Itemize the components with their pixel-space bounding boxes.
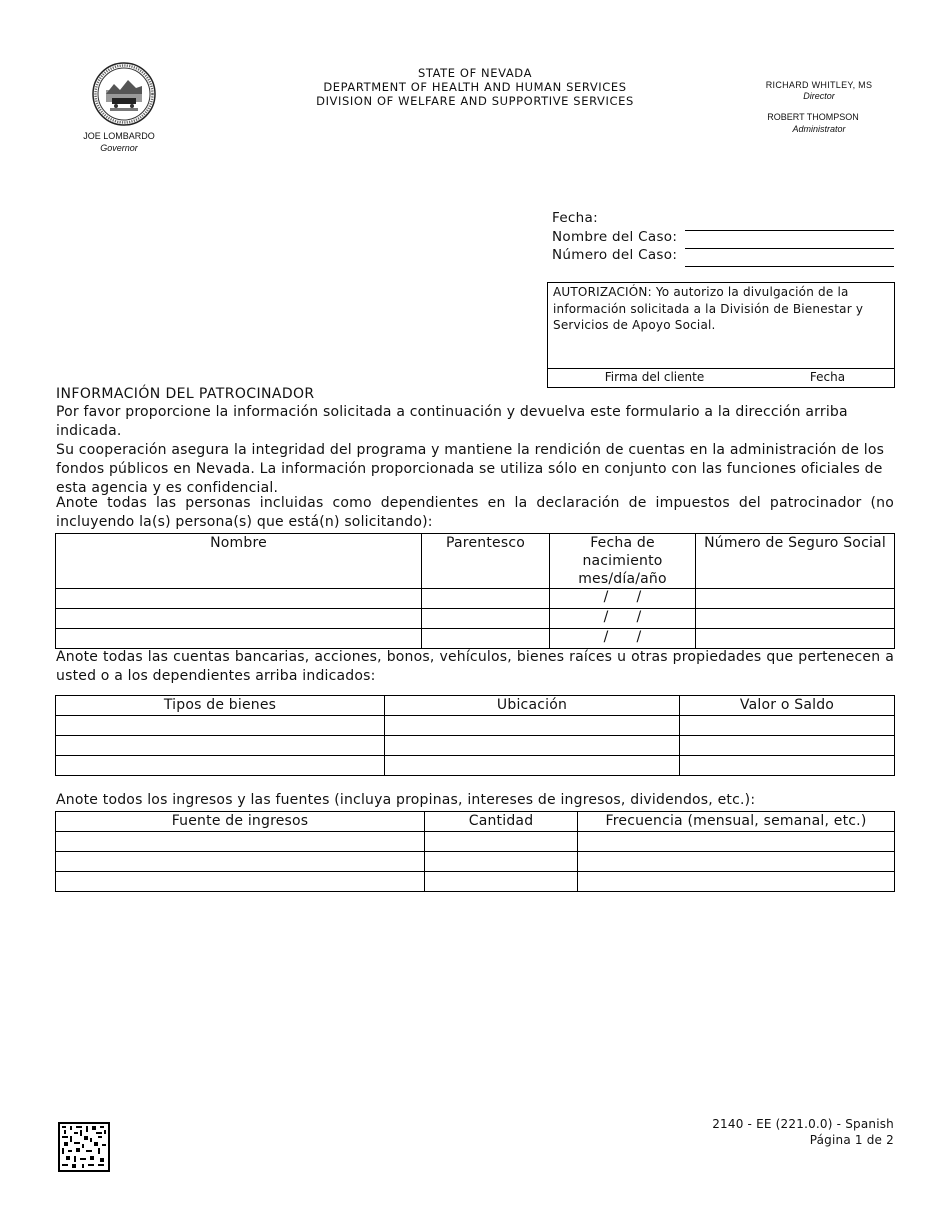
col-tipos-bienes: Tipos de bienes xyxy=(56,696,385,716)
table-row xyxy=(56,832,895,852)
cell-input[interactable] xyxy=(425,852,578,872)
cell-input[interactable] xyxy=(56,756,385,776)
cell-input[interactable] xyxy=(680,736,895,756)
cell-input[interactable] xyxy=(385,716,680,736)
col-parentesco: Parentesco xyxy=(422,534,550,589)
administrator-name: ROBERT THOMPSON xyxy=(767,112,859,122)
authorization-text: AUTORIZACIÓN: Yo autorizo la divulgación de la información solicitada a la División de Bienestar y Servicios de Apoyo Social. xyxy=(553,285,864,332)
table-header-row xyxy=(56,696,895,716)
table-row xyxy=(56,629,895,649)
form-id: 2140 - EE (221.0.0) - Spanish xyxy=(712,1117,894,1131)
authorization-signature-row xyxy=(548,368,894,388)
table-row xyxy=(56,852,895,872)
page-number: Página 1 de 2 xyxy=(809,1133,894,1147)
cell-input[interactable] xyxy=(422,609,550,629)
assets-table xyxy=(55,695,895,776)
cell-input[interactable] xyxy=(56,832,425,852)
client-signature-label: Firma del cliente xyxy=(604,370,705,384)
nombre-caso-field[interactable] xyxy=(685,248,894,249)
cell-input[interactable] xyxy=(422,589,550,609)
sponsor-intro-line2: Su cooperación asegura la integridad del programa y mantiene la rendición de cuentas en la administración de los fondos públicos en Nevada. La información proporcionada se utiliza sólo en conjunto con las funciones oficiales de esta agencia y es confidencial. xyxy=(56,442,885,496)
col-ubicacion: Ubicación xyxy=(385,696,680,716)
fecha-field[interactable] xyxy=(685,230,894,231)
signature-date-label: Fecha xyxy=(809,370,846,384)
director-title: Director xyxy=(803,91,835,101)
qr-code xyxy=(58,1122,110,1172)
agency-header xyxy=(290,66,660,108)
cell-input[interactable] xyxy=(56,716,385,736)
table-row xyxy=(56,736,895,756)
dependents-instruction: Anote todas las personas incluidas como dependientes en la declaración de impuestos del patrocinador (no incluyendo la(s) persona(s) que está(n) solicitando): xyxy=(56,495,894,530)
table-header-row xyxy=(56,812,895,832)
nombre-caso-label: Nombre del Caso: xyxy=(552,229,678,245)
sponsor-intro xyxy=(56,403,894,498)
governor-name: JOE LOMBARDO xyxy=(83,131,155,141)
col-cantidad: Cantidad xyxy=(425,812,578,832)
col-fuente-ingresos: Fuente de ingresos xyxy=(56,812,425,832)
authorization-box xyxy=(547,282,895,388)
numero-caso-field[interactable] xyxy=(685,266,894,267)
nevada-state-seal xyxy=(92,62,156,126)
col-frecuencia: Frecuencia (mensual, semanal, etc.) xyxy=(578,812,895,832)
agency-line-division: DIVISION OF WELFARE AND SUPPORTIVE SERVICES xyxy=(316,94,634,108)
table-row xyxy=(56,589,895,609)
dependents-table xyxy=(55,533,895,649)
date-cell[interactable]: / / xyxy=(550,609,696,629)
director-name: RICHARD WHITLEY, MS xyxy=(765,80,873,90)
cell-input[interactable] xyxy=(56,589,422,609)
form-footer xyxy=(700,1116,894,1148)
fecha-label: Fecha: xyxy=(552,210,598,226)
table-row xyxy=(56,872,895,892)
cell-input[interactable] xyxy=(56,872,425,892)
table-row xyxy=(56,716,895,736)
agency-line-state: STATE OF NEVADA xyxy=(417,66,533,80)
col-fecha-nacimiento: Fecha de nacimiento mes/día/año xyxy=(550,534,696,589)
cell-input[interactable] xyxy=(56,736,385,756)
cell-input[interactable] xyxy=(696,589,895,609)
cell-input[interactable] xyxy=(578,832,895,852)
administrator-title: Administrator xyxy=(792,124,846,134)
table-row xyxy=(56,609,895,629)
cell-input[interactable] xyxy=(56,629,422,649)
col-nombre: Nombre xyxy=(56,534,422,589)
cell-input[interactable] xyxy=(680,716,895,736)
cell-input[interactable] xyxy=(425,832,578,852)
income-table xyxy=(55,811,895,892)
cell-input[interactable] xyxy=(578,872,895,892)
table-row xyxy=(56,756,895,776)
cell-input[interactable] xyxy=(422,629,550,649)
cell-input[interactable] xyxy=(385,756,680,776)
cell-input[interactable] xyxy=(385,736,680,756)
col-valor-saldo: Valor o Saldo xyxy=(680,696,895,716)
date-cell[interactable]: / / xyxy=(550,589,696,609)
governor-title: Governor xyxy=(100,143,138,153)
cell-input[interactable] xyxy=(696,609,895,629)
numero-caso-label: Número del Caso: xyxy=(552,247,678,263)
agency-line-department: DEPARTMENT OF HEALTH AND HUMAN SERVICES xyxy=(323,80,627,94)
assets-instruction: Anote todas las cuentas bancarias, acciones, bonos, vehículos, bienes raíces u otras propiedades que pertenecen a usted o a los dependientes arriba indicados: xyxy=(56,649,894,684)
col-seguro-social: Número de Seguro Social xyxy=(696,534,895,589)
cell-input[interactable] xyxy=(680,756,895,776)
cell-input[interactable] xyxy=(56,609,422,629)
sponsor-intro-line1: Por favor proporcione la información solicitada a continuación y devuelva este formulario a la dirección arriba indicada. xyxy=(56,404,848,439)
cell-input[interactable] xyxy=(425,872,578,892)
sponsor-section-title: INFORMACIÓN DEL PATROCINADOR xyxy=(56,386,315,402)
income-instruction: Anote todos los ingresos y las fuentes (incluya propinas, intereses de ingresos, dividendos, etc.): xyxy=(56,792,756,808)
cell-input[interactable] xyxy=(56,852,425,872)
date-cell[interactable]: / / xyxy=(550,629,696,649)
table-header-row xyxy=(56,534,895,589)
cell-input[interactable] xyxy=(578,852,895,872)
cell-input[interactable] xyxy=(696,629,895,649)
